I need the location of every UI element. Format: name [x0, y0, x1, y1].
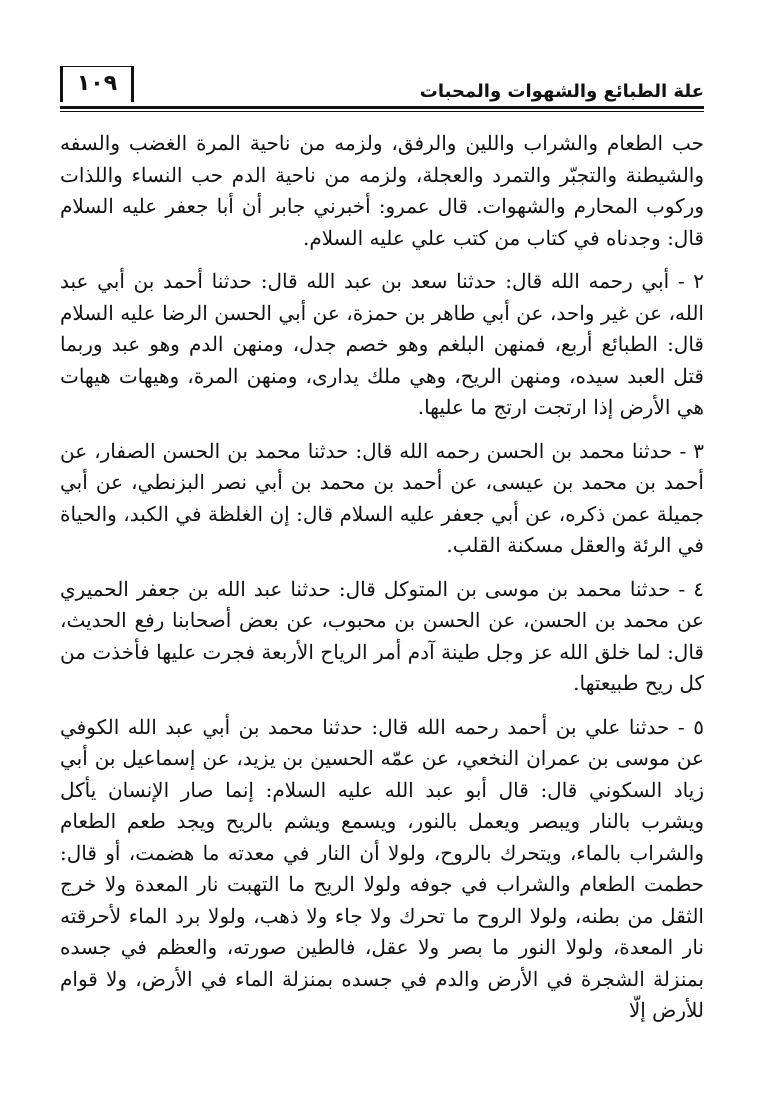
page-number: ١٠٩	[76, 71, 118, 96]
page-header	[60, 62, 704, 110]
body-text	[60, 128, 704, 1027]
book-page	[60, 62, 704, 1102]
page-number-box	[60, 66, 134, 102]
paragraph-4: ٤ - حدثنا محمد بن موسى بن المتوكل قال: حدثنا عبد الله بن جعفر الحميري عن محمد بن الحسن، عن الحسن بن محبوب، عن بعض أصحابنا رفع الحديث، قال: لما خلق الله عز وجل طينة آدم أمر الرياح الأربعة فجرت عليها فأخذت من كل ريح طبيعتها.	[60, 576, 704, 695]
paragraph-1: حب الطعام والشراب واللين والرفق، ولزمه من ناحية المرة الغضب والسفه والشيطنة والتجبّر والتمرد والعجلة، ولزمه من ناحية الدم حب النساء واللذات وركوب المحارم والشهوات. قال عمرو: أخبرني جابر أن أبا جعفر عليه السلام قال: وجدناه في كتاب من كتب علي عليه السلام.	[60, 131, 704, 250]
paragraph-2: ٢ - أبي رحمه الله قال: حدثنا سعد بن عبد الله قال: حدثنا أحمد بن أبي عبد الله، عن غير واحد، عن أبي طاهر بن حمزة، عن أبي الحسن الرضا عليه السلام قال: الطبائع أربع، فمنهن البلغم وهو خصم جدل، ومنهن الدم وهو عبد وربما قتل العبد سيده، ومنهن الريح، وهي ملك يدارى، ومنهن المرة، وهيهات هيهات هي الأرض إذا ارتجت ارتج ما عليها.	[60, 269, 704, 419]
header-rule	[60, 106, 704, 112]
paragraph-3: ٣ - حدثنا محمد بن الحسن رحمه الله قال: حدثنا محمد بن الحسن الصفار، عن أحمد بن محمد بن عيسى، عن أحمد بن محمد بن أبي نصر البزنطي، عن أبي جميلة عمن ذكره، عن أبي جعفر عليه السلام قال: إن الغلظة في الكبد، والحياة في الرئة والعقل مسكنة القلب.	[60, 438, 704, 557]
paragraph-5: ٥ - حدثنا علي بن أحمد رحمه الله قال: حدثنا محمد بن أبي عبد الله الكوفي عن موسى بن عمران النخعي، عن عمّه الحسين بن يزيد، عن إسماعيل بن أبي زياد السكوني قال: قال أبو عبد الله عليه السلام: إنما صار الإنسان يأكل ويشرب بالنار ويبصر ويعمل بالنور، ويسمع ويشم بالريح ويجد طعم الطعام والشراب بالماء، ويتحرك بالروح، ولولا أن النار في معدته ما هضمت، أو قال: حطمت الطعام والشراب في جوفه ولولا الريح ما التهبت نار المعدة ولا خرج الثقل من بطنه، ولولا الروح ما تحرك ولا جاء ولا ذهب، ولولا برد الماء لأحرقته نار المعدة، ولولا النور ما بصر ولا عقل، فالطين صورته، والعظم في جسده بمنزلة الشجرة في الأرض والدم في جسده بمنزلة الماء في الأرض، ولا قوام للأرض إلّا	[60, 714, 704, 1022]
running-title: علة الطبائع والشهوات والمحبات	[419, 81, 704, 102]
